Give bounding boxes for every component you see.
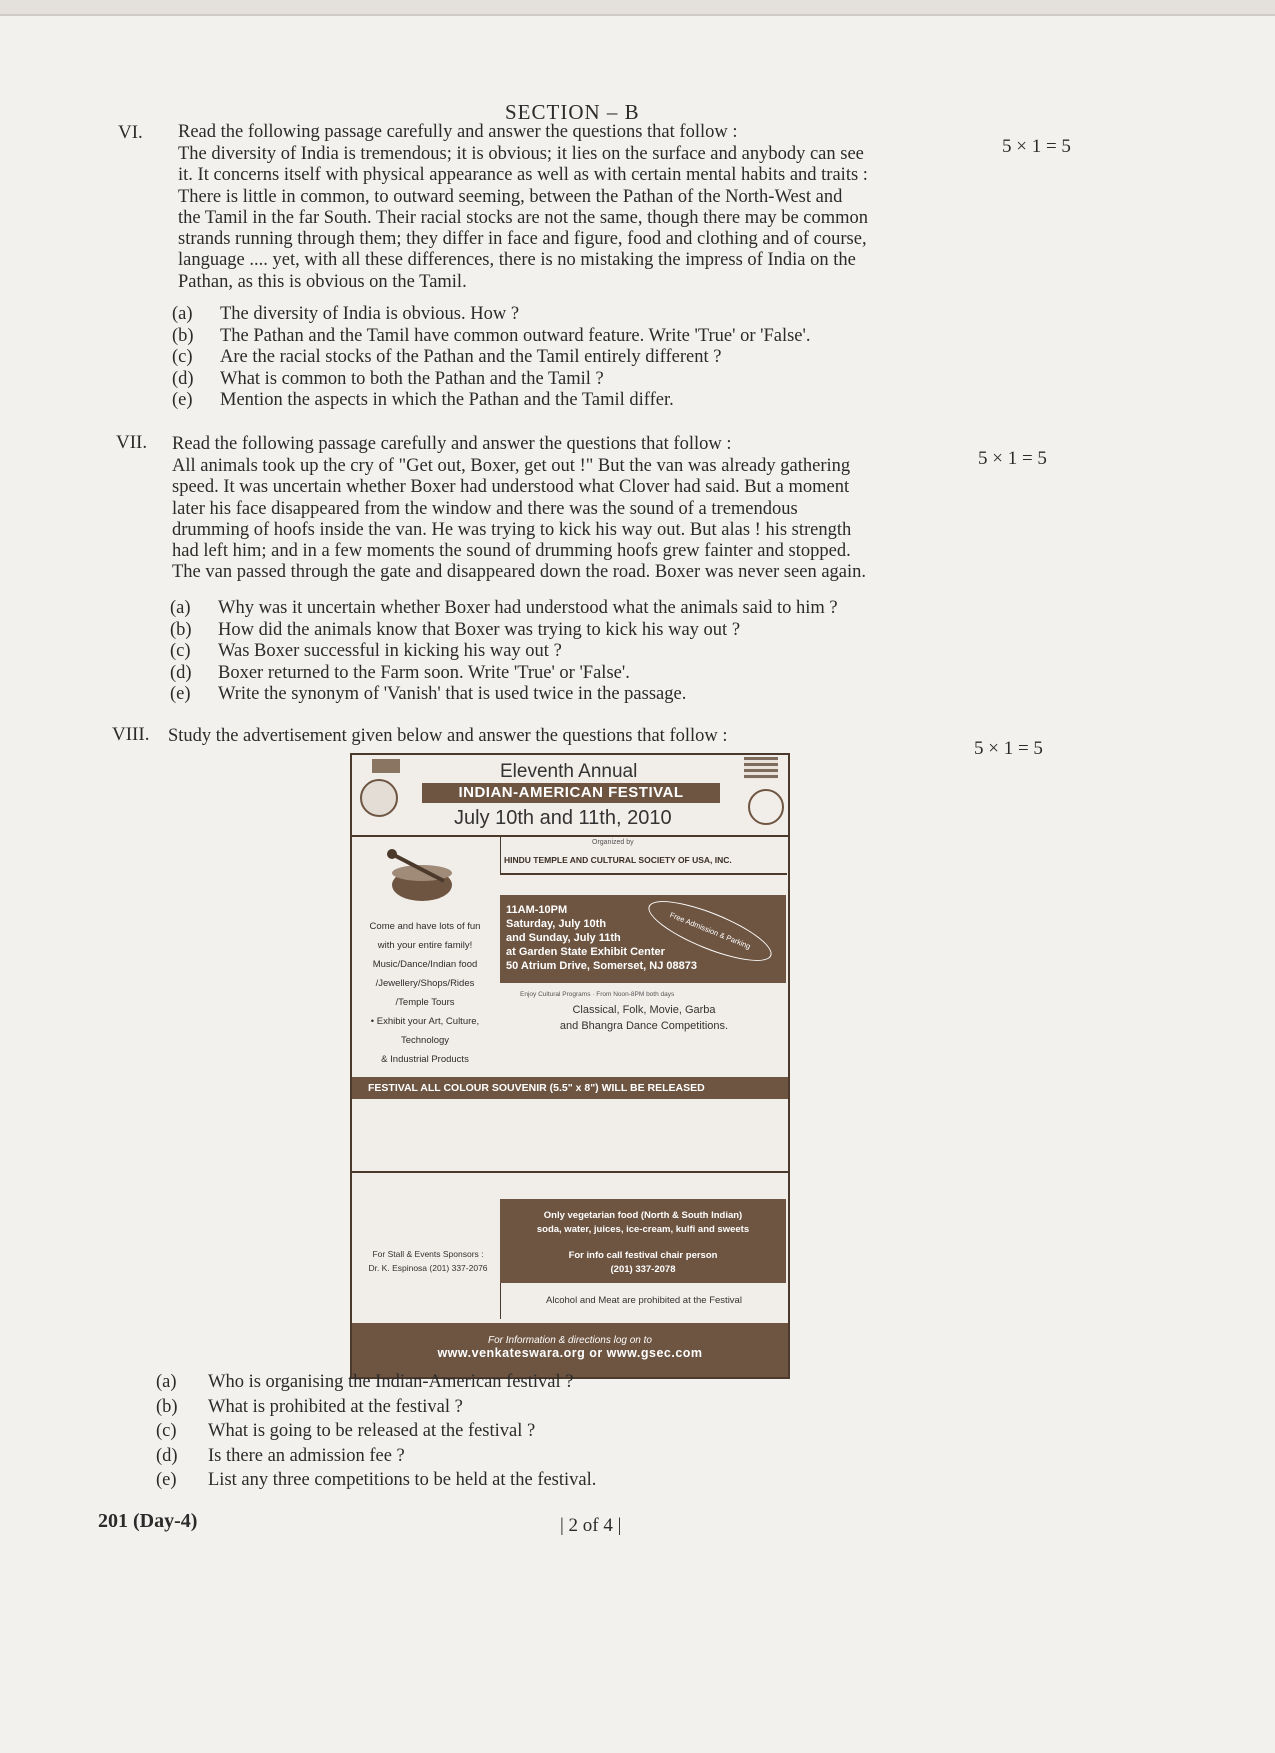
page-number: | 2 of 4 |: [560, 1515, 622, 1536]
ad-header: [352, 755, 788, 837]
ad-time-venue: 11AM-10PM Saturday, July 10th and Sunday, July 11th at Garden State Exhibit Center 50 Atrium Drive, Somerset, NJ 08873: [500, 895, 786, 983]
ad-prohibition-note: Alcohol and Meat are prohibited at the Festival: [500, 1283, 787, 1319]
subquestion: (d) What is common to both the Pathan and the Tamil ?: [172, 368, 604, 389]
ad-attractions-list: Come and have lots of fun with your entire family! Music/Dance/Indian food /Jewellery/Shops/Rides /Temple Tours • Exhibit your Art, Culture, Technology & Industrial Products: [369, 921, 481, 1065]
q6-marks: 5 × 1 = 5: [1002, 136, 1071, 157]
ad-info-footer: For Information & directions log on to www.venkateswara.org or www.gsec.com: [352, 1323, 788, 1377]
q7-passage: [172, 456, 1034, 584]
passage-line: All animals took up the cry of "Get out, Boxer, get out !" But the van was already gathering: [172, 456, 851, 476]
passage-line: later his face disappeared from the window and there was the sound of a tremendous: [172, 498, 798, 519]
subquestion: (b) The Pathan and the Tamil have common outward feature. Write 'True' or 'False'.: [172, 325, 811, 346]
ad-food-info: Only vegetarian food (North & South Indian) soda, water, juices, ice-cream, kulfi and sweets For info call festival chair person (201) 337-2078: [500, 1199, 786, 1283]
passage-line: There is little in common, to outward seeming, between the Pathan of the North-West and: [178, 186, 843, 207]
subquestion: (e) Write the synonym of 'Vanish' that is used twice in the passage.: [170, 684, 687, 704]
subquestion: (d) Boxer returned to the Farm soon. Write 'True' or 'False'.: [170, 662, 630, 683]
ad-organizer: HINDU TEMPLE AND CULTURAL SOCIETY OF USA, INC.: [504, 855, 732, 865]
section-title: SECTION – B: [505, 100, 640, 124]
passage-line: speed. It was uncertain whether Boxer had understood what Clover had said. But a moment: [172, 477, 850, 498]
passage-line: it. It concerns itself with physical appearance as well as with certain mental habits and traits :: [178, 165, 868, 186]
q7-marks: 5 × 1 = 5: [978, 448, 1047, 469]
q6-number: VI.: [118, 122, 143, 143]
subquestion: (a) Why was it uncertain whether Boxer had understood what the animals said to him ?: [170, 598, 838, 618]
ad-competitions: Classical, Folk, Movie, Garba and Bhangra Dance Competitions.: [559, 1004, 729, 1032]
scan-top-edge: [0, 0, 1275, 16]
q7-instruction: Read the following passage carefully and answer the questions that follow :: [172, 434, 732, 454]
subquestion: (c) Are the racial stocks of the Pathan and the Tamil entirely different ?: [172, 347, 722, 367]
subquestion: (b) What is prohibited at the festival ?: [156, 1396, 463, 1417]
passage-line: strands running through them; they differ in face and figure, food and clothing and of course,: [178, 229, 867, 250]
subquestion: (c) Was Boxer successful in kicking his way out ?: [170, 641, 562, 661]
q7-subquestions: [170, 598, 838, 706]
ad-free-admission-badge: Free Admission & Parking: [642, 890, 778, 973]
q8-subquestions: [156, 1370, 596, 1493]
passage-line: The van passed through the gate and disappeared down the road. Boxer was never seen again.: [172, 562, 867, 583]
festival-advertisement: [350, 753, 790, 1379]
q6-subquestions: [172, 304, 810, 412]
pot-and-spoon-icon: [382, 847, 460, 905]
passage-line: drumming of hoofs inside the van. He was trying to kick his way out. But alas ! his strength: [172, 519, 852, 540]
ad-blank-area: [352, 1099, 788, 1173]
passage-line: Pathan, as this is obvious on the Tamil.: [178, 271, 467, 292]
subquestion: (e) Mention the aspects in which the Pathan and the Tamil differ.: [172, 390, 674, 410]
subquestion: (a) The diversity of India is obvious. How ?: [172, 304, 520, 324]
passage-line: the Tamil in the far South. Their racial stocks are not the same, though there may be common: [178, 207, 869, 228]
subquestion: (d) Is there an admission fee ?: [156, 1445, 405, 1466]
society-logo-icon: [748, 789, 784, 825]
q8-marks: 5 × 1 = 5: [974, 738, 1043, 759]
q8-number: VIII.: [112, 724, 150, 745]
passage-line: The diversity of India is tremendous; it is obvious; it lies on the surface and anybody can see: [178, 144, 864, 164]
ad-dates: July 10th and 11th, 2010: [454, 807, 672, 829]
temple-logo-icon: [360, 779, 398, 817]
passage-line: language .... yet, with all these differences, there is no mistaking the impress of India on the: [178, 250, 856, 271]
ad-enjoy-note: Enjoy Cultural Programs · From Noon-8PM both days: [520, 991, 675, 998]
ad-festival-title: INDIAN-AMERICAN FESTIVAL: [422, 783, 720, 803]
ad-stall-sponsors: For Stall & Events Sponsors : Dr. K. Espinosa (201) 337-2076: [368, 1249, 488, 1273]
q6-passage: [178, 144, 1040, 293]
subquestion: (b) How did the animals know that Boxer was trying to kick his way out ?: [170, 619, 741, 640]
q7-number: VII.: [116, 432, 148, 453]
ad-souvenir-banner: FESTIVAL ALL COLOUR SOUVENIR (5.5" x 8") WILL BE RELEASED: [352, 1077, 788, 1099]
subquestion: (e) List any three competitions to be held at the festival.: [156, 1470, 597, 1490]
ad-organized-by: Organized by: [592, 839, 634, 846]
ad-eleventh-annual: Eleventh Annual: [500, 761, 638, 782]
paper-code: 201 (Day-4): [98, 1510, 198, 1532]
us-flag-icon: [744, 757, 778, 779]
india-flag-icon: [372, 759, 400, 773]
q6-instruction: Read the following passage carefully and answer the questions that follow :: [178, 122, 738, 142]
subquestion: (c) What is going to be released at the festival ?: [156, 1421, 536, 1441]
q8-instruction: Study the advertisement given below and answer the questions that follow :: [168, 726, 728, 746]
passage-line: had left him; and in a few moments the sound of drumming hoofs grew fainter and stopped.: [172, 541, 851, 562]
ad-websites: www.venkateswara.org or www.gsec.com: [437, 1346, 703, 1360]
subquestion: (a) Who is organising the Indian-American festival ?: [156, 1372, 574, 1392]
